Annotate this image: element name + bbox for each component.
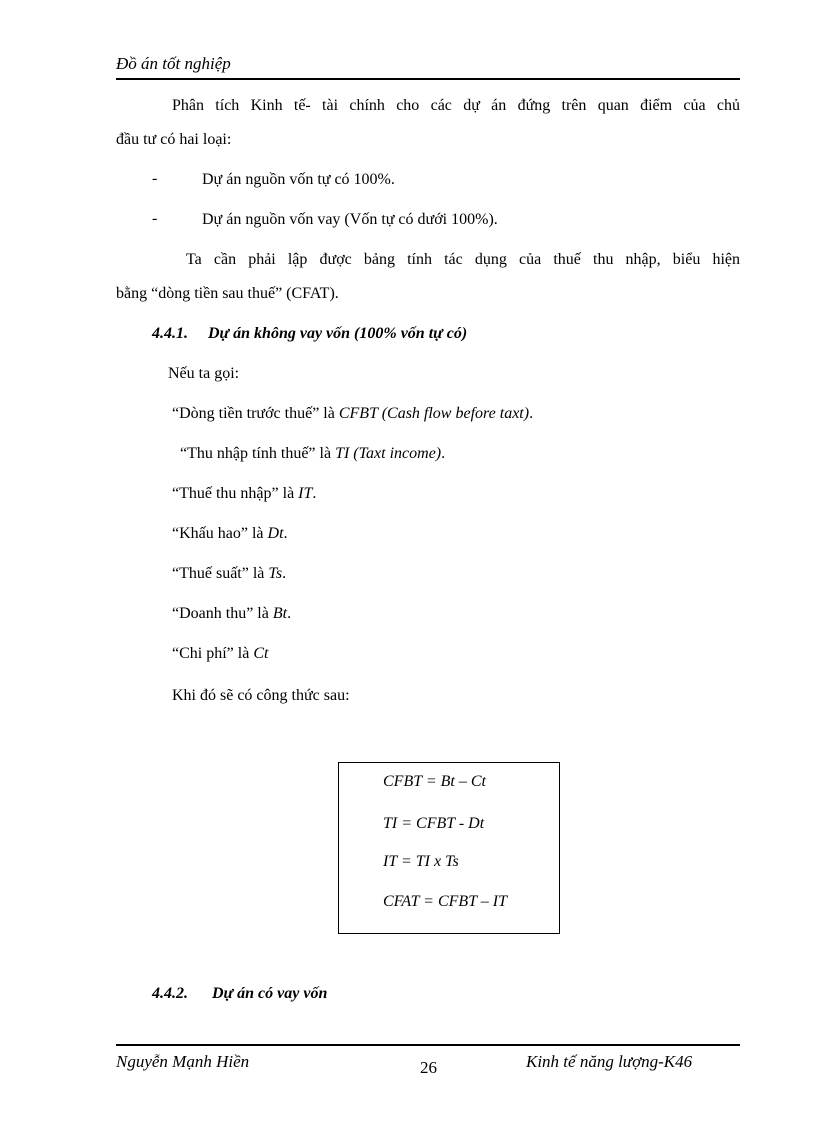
definition-symbol: TI (Taxt income): [335, 445, 442, 462]
definition-symbol: Dt: [267, 525, 284, 542]
formula-cfat: CFAT = CFBT – IT: [383, 893, 508, 910]
section-heading-4-4-2: [152, 984, 327, 1004]
intro-line-2: đầu tư có hai loại:: [116, 131, 232, 148]
bullet-dash: -: [152, 170, 158, 187]
definition-symbol: CFBT (Cash flow before taxt): [338, 405, 530, 422]
header-title: Đồ án tốt nghiệp: [116, 54, 231, 73]
bullet-dash: -: [152, 210, 158, 227]
formula-box: [338, 762, 560, 934]
para2-line-2: bằng “dòng tiền sau thuế” (CFAT).: [116, 285, 339, 302]
section-title: Dự án không vay vốn (100% vốn tự có): [208, 325, 468, 342]
footer-author: Nguyễn Mạnh Hiền: [116, 1052, 250, 1071]
formula-cfbt: CFBT = Bt – Ct: [383, 773, 486, 790]
intro-line-1: Phân tích Kinh tế- tài chính cho các dự án đứng trên quan điểm của chủ: [172, 97, 740, 114]
definition-line: “Doanh thu” là Bt.: [172, 605, 292, 622]
definition-line: “Dòng tiền trước thuế” là CFBT (Cash flow before taxt).: [172, 405, 534, 422]
formula-ti: TI = CFBT - Dt: [383, 815, 485, 832]
formula-intro: Khi đó sẽ có công thức sau:: [172, 687, 350, 704]
definition-symbol: Ct: [253, 645, 269, 662]
definition-label: “Thuế thu nhập” là: [172, 485, 299, 502]
section-heading-4-4-1: [152, 324, 467, 344]
definition-line: [172, 644, 268, 664]
section-title: Dự án có vay vốn: [212, 985, 328, 1002]
definition-symbol: Bt: [272, 605, 288, 622]
page-number: 26: [420, 1058, 437, 1077]
bullet-item: Dự án nguồn vốn tự có 100%.: [202, 171, 395, 188]
definition-label: “Doanh thu” là: [172, 605, 273, 622]
definition-label: “Chi phí” là: [172, 645, 254, 662]
section-number: 4.4.2.: [152, 985, 188, 1002]
definition-line: “Thu nhập tính thuế” là TI (Taxt income).: [180, 445, 446, 462]
definition-label: “Thuế suất” là: [172, 565, 269, 582]
definition-label: “Dòng tiền trước thuế” là: [172, 405, 339, 422]
definition-label: “Thu nhập tính thuế” là: [180, 445, 336, 462]
page-header: [116, 52, 740, 80]
definition-line: “Thuế suất” là Ts.: [172, 565, 287, 582]
formula-it: IT = TI x Ts: [383, 853, 459, 870]
definition-line: “Khấu hao” là Dt.: [172, 525, 288, 542]
definition-line: “Thuế thu nhập” là IT.: [172, 485, 317, 502]
footer-course: Kinh tế năng lượng-K46: [526, 1052, 693, 1071]
para2-line-1: Ta cần phải lập được bảng tính tác dụng của thuế thu nhập, biểu hiện: [186, 251, 740, 268]
lead-text: Nếu ta gọi:: [168, 365, 240, 382]
definition-symbol: IT: [298, 485, 313, 502]
bullet-item: Dự án nguồn vốn vay (Vốn tự có dưới 100%).: [202, 211, 498, 228]
section-number: 4.4.1.: [152, 325, 188, 342]
definition-symbol: Ts: [268, 565, 283, 582]
footer-rule: [116, 1044, 740, 1046]
definition-label: “Khấu hao” là: [172, 525, 268, 542]
